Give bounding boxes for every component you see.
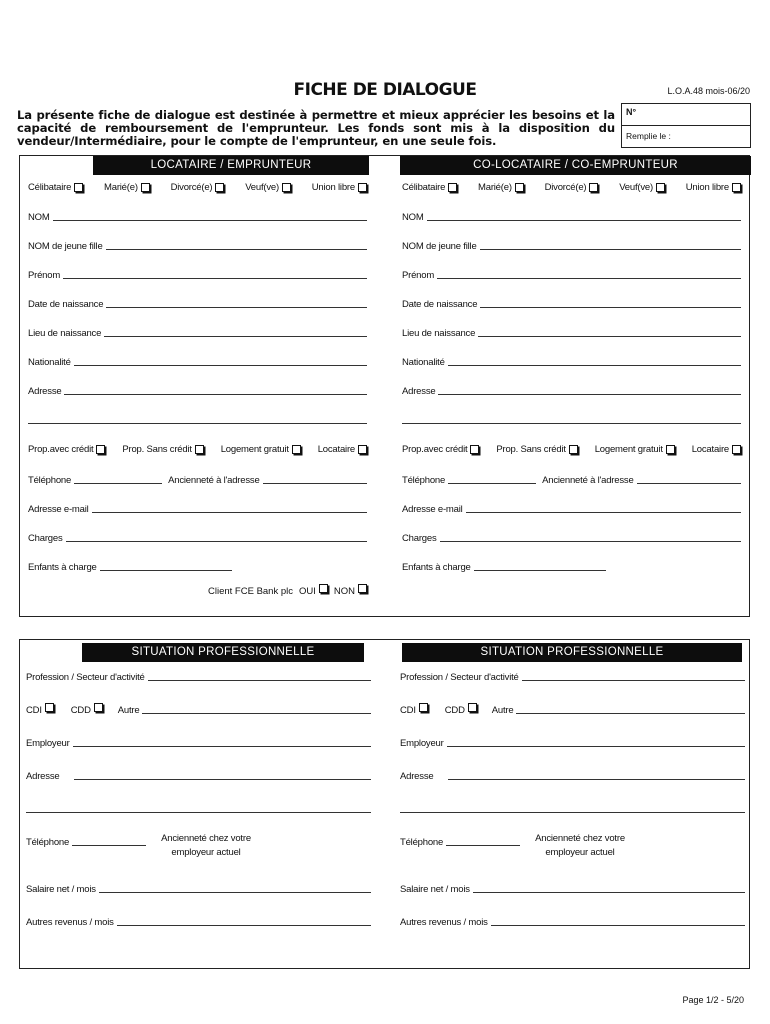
professional-panel	[19, 639, 750, 969]
co-enfants-field[interactable]: Enfants à charge	[402, 559, 741, 573]
co-profession-field[interactable]: Profession / Secteur d'activité	[400, 669, 745, 683]
nationalite-field[interactable]: Nationalité	[28, 354, 367, 368]
input-line[interactable]	[474, 570, 606, 571]
pro-adresse-line-2[interactable]	[26, 801, 371, 815]
checkbox-icon[interactable]	[468, 703, 477, 712]
co-employeur-field[interactable]: Employeur	[400, 735, 745, 749]
checkbox-icon[interactable]	[732, 445, 741, 454]
co-pro-telephone-field[interactable]: Téléphone	[400, 834, 520, 848]
input-line[interactable]	[74, 365, 367, 366]
input-line[interactable]	[440, 541, 741, 542]
co-option-prop-avec-credit[interactable]: Prop.avec crédit	[402, 444, 479, 455]
intro-paragraph: La présente fiche de dialogue est destinée à permettre et mieux apprécier les besoins et la capacité de remboursement de l'emprunteur. Les fonds sont mis à la disposition du vendeur/Intermédiaire, pour le compte de l'emprunteur, en une seule fois.	[17, 108, 615, 148]
client-fce-question: Client FCE Bank plc OUI NON	[208, 584, 367, 597]
option-prop-avec-credit[interactable]: Prop.avec crédit	[28, 444, 105, 455]
co-option-locataire[interactable]: Locataire	[692, 444, 741, 455]
checkbox-icon[interactable]	[470, 445, 479, 454]
input-line[interactable]	[491, 925, 745, 926]
contract-type-field: CDI CDD Autre	[26, 702, 371, 716]
input-line[interactable]	[64, 394, 367, 395]
profession-field[interactable]: Profession / Secteur d'activité	[26, 669, 371, 683]
checkbox-icon[interactable]	[666, 445, 675, 454]
input-line[interactable]	[72, 845, 146, 846]
adresse-line-2[interactable]	[28, 412, 367, 426]
input-line[interactable]	[100, 570, 232, 571]
input-line[interactable]	[446, 845, 520, 846]
checkbox-icon[interactable]	[569, 445, 578, 454]
checkbox-icon[interactable]	[358, 584, 367, 593]
checkbox-icon[interactable]	[358, 445, 367, 454]
checkbox-icon[interactable]	[448, 183, 457, 192]
input-line[interactable]	[99, 892, 371, 893]
checkbox-icon[interactable]	[94, 703, 103, 712]
checkbox-icon[interactable]	[74, 183, 83, 192]
co-pro-adresse-field[interactable]: Adresse	[400, 768, 745, 782]
input-line[interactable]	[473, 892, 745, 893]
pro-telephone-field[interactable]: Téléphone	[26, 834, 146, 848]
input-line[interactable]	[26, 812, 371, 813]
telephone-field[interactable]: Téléphone Ancienneté à l'adresse	[28, 472, 367, 486]
co-nationalite-field[interactable]: Nationalité	[402, 354, 741, 368]
option-divorce[interactable]: Divorcé(e)	[171, 182, 225, 193]
input-line[interactable]	[637, 483, 741, 484]
charges-field[interactable]: Charges	[28, 530, 367, 544]
option-prop-sans-credit[interactable]: Prop. Sans crédit	[122, 444, 203, 455]
input-line[interactable]	[73, 746, 371, 747]
input-line[interactable]	[480, 249, 741, 250]
co-marital-status-options	[402, 182, 741, 193]
checkbox-icon[interactable]	[419, 703, 428, 712]
autre-input-line[interactable]	[516, 713, 745, 714]
numero-field[interactable]: N°	[622, 104, 750, 126]
form-reference: L.O.A.48 mois-06/20	[667, 86, 750, 96]
option-marie[interactable]: Marié(e)	[104, 182, 150, 193]
marital-status-options	[28, 182, 367, 193]
input-line[interactable]	[148, 680, 371, 681]
option-logement-gratuit[interactable]: Logement gratuit	[221, 444, 301, 455]
co-autres-revenus-field[interactable]: Autres revenus / mois	[400, 914, 745, 928]
option-veuf[interactable]: Veuf(ve)	[245, 182, 291, 193]
co-housing-options	[402, 444, 741, 455]
co-telephone-field[interactable]: Téléphone Ancienneté à l'adresse	[402, 472, 741, 486]
co-adresse-line-2[interactable]	[402, 412, 741, 426]
nom-field[interactable]: NOM	[28, 209, 367, 223]
input-line[interactable]	[447, 746, 745, 747]
checkbox-icon[interactable]	[282, 183, 291, 192]
remplie-le-field[interactable]: Remplie le :	[626, 131, 671, 141]
employeur-field[interactable]: Employeur	[26, 735, 371, 749]
co-nom-jeune-fille-field[interactable]: NOM de jeune fille	[402, 238, 741, 252]
co-adresse-field[interactable]: Adresse	[402, 383, 741, 397]
co-email-field[interactable]: Adresse e-mail	[402, 501, 741, 515]
form-title: FICHE DE DIALOGUE	[293, 80, 477, 100]
option-cdi[interactable]: CDI	[26, 703, 57, 716]
checkbox-icon[interactable]	[215, 183, 224, 192]
number-box	[621, 103, 751, 148]
co-borrower-professional-column	[400, 640, 745, 968]
co-borrower-column	[402, 156, 741, 616]
housing-options	[28, 444, 367, 455]
checkbox-icon[interactable]	[195, 445, 204, 454]
checkbox-icon[interactable]	[732, 183, 741, 192]
checkbox-icon[interactable]	[656, 183, 665, 192]
option-oui[interactable]: OUI	[299, 584, 328, 597]
input-line[interactable]	[66, 541, 367, 542]
input-line[interactable]	[522, 680, 745, 681]
input-line[interactable]	[448, 779, 745, 780]
checkbox-icon[interactable]	[358, 183, 367, 192]
co-option-cdi[interactable]: CDI	[400, 703, 431, 716]
input-line[interactable]	[466, 512, 741, 513]
input-line[interactable]	[104, 336, 367, 337]
input-line[interactable]	[63, 278, 367, 279]
input-line[interactable]	[427, 220, 741, 221]
co-pro-adresse-line-2[interactable]	[400, 801, 745, 815]
co-option-marie[interactable]: Marié(e)	[478, 182, 524, 193]
checkbox-icon[interactable]	[589, 183, 598, 192]
input-line[interactable]	[106, 249, 367, 250]
co-nom-field[interactable]: NOM	[402, 209, 741, 223]
co-option-prop-sans-credit[interactable]: Prop. Sans crédit	[496, 444, 577, 455]
co-borrower-header: CO-LOCATAIRE / CO-EMPRUNTEUR	[400, 156, 751, 175]
co-salaire-field[interactable]: Salaire net / mois	[400, 881, 745, 895]
co-date-naissance-field[interactable]: Date de naissance	[402, 296, 741, 310]
co-charges-field[interactable]: Charges	[402, 530, 741, 544]
option-union-libre[interactable]: Union libre	[312, 182, 367, 193]
enfants-field[interactable]: Enfants à charge	[28, 559, 367, 573]
email-field[interactable]: Adresse e-mail	[28, 501, 367, 515]
pro-adresse-field[interactable]: Adresse	[26, 768, 371, 782]
professional-header-right: SITUATION PROFESSIONNELLE	[402, 643, 742, 662]
borrower-column	[28, 156, 367, 616]
co-option-logement-gratuit[interactable]: Logement gratuit	[595, 444, 675, 455]
adresse-field[interactable]: Adresse	[28, 383, 367, 397]
input-line[interactable]	[106, 307, 367, 308]
input-line[interactable]	[478, 336, 741, 337]
input-line[interactable]	[117, 925, 371, 926]
input-line[interactable]	[438, 394, 741, 395]
page-number: Page 1/2 - 5/20	[682, 995, 744, 1005]
input-line[interactable]	[448, 483, 536, 484]
co-option-cdd[interactable]: CDD	[445, 703, 480, 716]
option-locataire[interactable]: Locataire	[318, 444, 367, 455]
option-non[interactable]: NON	[334, 584, 367, 597]
checkbox-icon[interactable]	[515, 183, 524, 192]
option-celibataire[interactable]: Célibataire	[28, 182, 83, 193]
borrower-header: LOCATAIRE / EMPRUNTEUR	[93, 156, 369, 175]
anciennete-employeur-label: Ancienneté chez votre employeur actuel	[161, 833, 251, 858]
input-line[interactable]	[263, 483, 367, 484]
co-lieu-naissance-field[interactable]: Lieu de naissance	[402, 325, 741, 339]
checkbox-icon[interactable]	[45, 703, 54, 712]
prenom-field[interactable]: Prénom	[28, 267, 367, 281]
lieu-naissance-field[interactable]: Lieu de naissance	[28, 325, 367, 339]
co-contract-type-field: CDI CDD Autre	[400, 702, 745, 716]
co-option-divorce[interactable]: Divorcé(e)	[545, 182, 599, 193]
checkbox-icon[interactable]	[292, 445, 301, 454]
date-naissance-field[interactable]: Date de naissance	[28, 296, 367, 310]
co-option-celibataire[interactable]: Célibataire	[402, 182, 457, 193]
checkbox-icon[interactable]	[96, 445, 105, 454]
autres-revenus-field[interactable]: Autres revenus / mois	[26, 914, 371, 928]
input-line[interactable]	[480, 307, 741, 308]
input-line[interactable]	[53, 220, 367, 221]
input-line[interactable]	[437, 278, 741, 279]
co-option-union-libre[interactable]: Union libre	[686, 182, 741, 193]
autre-input-line[interactable]	[142, 713, 371, 714]
co-option-veuf[interactable]: Veuf(ve)	[619, 182, 665, 193]
input-line[interactable]	[400, 812, 745, 813]
identity-panel	[19, 155, 750, 617]
nom-jeune-fille-field[interactable]: NOM de jeune fille	[28, 238, 367, 252]
input-line[interactable]	[28, 423, 367, 424]
input-line[interactable]	[74, 483, 162, 484]
co-anciennete-employeur-label: Ancienneté chez votre employeur actuel	[535, 833, 625, 858]
input-line[interactable]	[448, 365, 741, 366]
input-line[interactable]	[92, 512, 367, 513]
salaire-field[interactable]: Salaire net / mois	[26, 881, 371, 895]
checkbox-icon[interactable]	[141, 183, 150, 192]
input-line[interactable]	[402, 423, 741, 424]
borrower-professional-column	[26, 640, 371, 968]
co-prenom-field[interactable]: Prénom	[402, 267, 741, 281]
input-line[interactable]	[74, 779, 371, 780]
option-cdd[interactable]: CDD	[71, 703, 106, 716]
professional-header-left: SITUATION PROFESSIONNELLE	[82, 643, 364, 662]
checkbox-icon[interactable]	[319, 584, 328, 593]
